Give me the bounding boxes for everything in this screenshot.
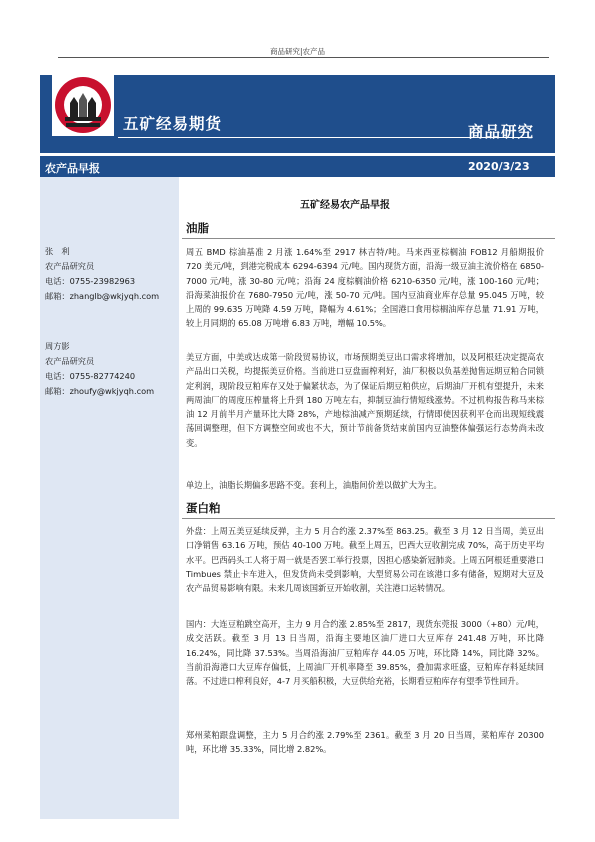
header-rule	[58, 57, 549, 58]
author-name: 周方影	[45, 341, 70, 351]
brand-rule	[118, 137, 528, 138]
paragraph: 美豆方面，中美或达成第一阶段贸易协议，市场预期美豆出口需求将增加，以及阿根廷决定提高农产品出口关税，均提振美豆价格。当前进口豆盘面榨利好，油厂积极以负基差抛售远期豆粕合同锁定利润，现阶段豆粕库存又处于偏紧状态，为了保证后期豆粕供应，后期油厂开机有望提升，未来两周油厂的周度压榨量将上升到 180 万吨左右，抑制豆油行情短线涨势。不过机构报告称马来棕油 12 月前半月产量环比大降 28%，产地棕油减产预期延续，行情即使因获利平仓而出现短线震荡回调整理，但下方调整空间或也不大，预计节前备货结束前国内豆油整体偏强运行态势尚未改变。	[186, 352, 544, 448]
company-logo	[52, 73, 114, 136]
author-role: 农产品研究员	[45, 261, 95, 271]
paragraph: 周五 BMD 棕油基准 2 月涨 1.64%至 2917 林吉特/吨。马来西亚棕榈油 FOB12 月船期报价 720 美元/吨，到港完税成本 6294-6394 元/吨。国内现货方面，沿海一级豆油主流价格在 6850-7000 元/吨，涨 30-80 元/吨；沿海 24 度棕榈油价格 6210-6350 元/吨，涨 100-160 元/吨；沿海菜油报价在 7680-7950 元/吨，涨 50-70 元/吨。国内豆油商业库存总量 95.045 万吨，较上周的 99.635 万吨降 4.59 万吨，降幅为 4.61%；全国港口食用棕榈油库存总量 71.91 万吨，较上月同期的 65.08 万吨增 6.83 万吨，增幅 10.5%。	[186, 247, 544, 329]
paragraph: 外盘：上周五美豆延续反弹，主力 5 月合约涨 2.37%至 863.25。截至 3 月 12 日当周，美豆出口净销售 63.16 万吨，预估 40-100 万吨。截至上周五，巴西大豆收割完成 70%，高于历史平均水平。巴西码头工人将于周一就是否罢工举行投票，因担心感染新冠肺炎。上周五阿根廷重要港口 Timbues 禁止卡车进入，但发货尚未受到影响，大型贸易公司在该港口多有储备，短期对大豆及农产品贸易影响有限。未来几周该国新豆开始收割，关注港口运转情况。	[186, 526, 544, 594]
author-role: 农产品研究员	[45, 356, 95, 366]
section-divider	[182, 238, 555, 239]
section-divider	[182, 518, 555, 519]
running-header: 商品研究|农产品	[269, 47, 326, 56]
author-email[interactable]: 邮箱：zhanglb@wkjyqh.com	[45, 291, 160, 301]
document-title: 五矿经易农产品早报	[300, 200, 390, 211]
author-phone: 电话：0755-23982963	[45, 276, 136, 286]
author-name: 张 利	[45, 246, 70, 256]
author-email[interactable]: 邮箱：zhoufy@wkjyqh.com	[45, 386, 155, 396]
author-phone: 电话：0755-82774240	[45, 371, 136, 381]
paragraph: 单边上，油脂长期偏多思路不变。套利上，油脂间价差以做扩大为主。	[186, 480, 442, 490]
paragraph: 郑州菜粕跟盘调整，主力 5 月合约涨 2.79%至 2361。截至 3 月 20 日当周，菜粕库存 20300 吨，环比增 35.33%，同比增 2.82%。	[186, 730, 544, 755]
report-category: 商品研究	[468, 123, 535, 141]
report-type: 农产品早报	[45, 162, 100, 175]
paragraph: 国内：大连豆粕跳空高开，主力 9 月合约涨 2.85%至 2817，现货东莞报 3000（+80）元/吨，成交活跃。截至 3 月 13 日当周，沿海主要地区油厂进口大豆库存 241.48 万吨，环比降 16.24%，同比降 37.53%。当周沿海油厂豆粕库存 44.05 万吨，环比降 14%，同比降 32%。当前沿海港口大豆库存偏低，上周油厂开机率降至 39.85%，叠加需求旺盛，豆粕库存料延续回落。不过进口榨利良好，4-7 月买船积极，大豆供给充裕，长期看豆粕库存有望季节性回升。	[186, 619, 544, 687]
section-heading-oils: 油脂	[186, 221, 209, 235]
brand-name: 五矿经易期货	[123, 115, 223, 133]
report-date: 2020/3/23	[468, 160, 530, 173]
section-heading-meal: 蛋白粕	[186, 501, 221, 515]
